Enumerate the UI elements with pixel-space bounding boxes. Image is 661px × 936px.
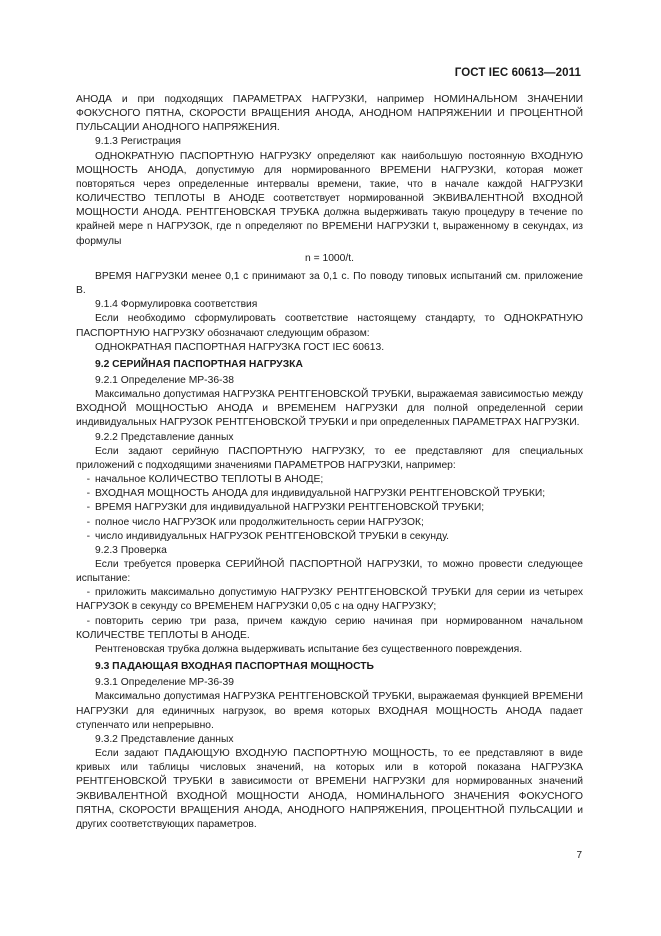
list-dash: - [86, 502, 90, 514]
list-dash: - [86, 615, 90, 627]
page-header-standard-id: ГОСТ IEC 60613—2011 [454, 67, 581, 79]
list-item [76, 530, 583, 544]
list-item [76, 516, 583, 530]
paragraph: Рентгеновская трубка должна выдерживать испытание без существенного повреждения. [95, 643, 523, 655]
paragraph: ОДНОКРАТНУЮ ПАСПОРТНУЮ НАГРУЗКУ определяют как наибольшую постоянную ВХОДНУЮ МОЩНОСТЬ АНОДА, допустимую для нормированного ВРЕМЕНИ НАГРУЗКИ, которая может повторяться через определенные интервалы времени, такие, что в начале каждой НАГРУЗКИ КОЛИЧЕСТВО ТЕПЛОТЫ В АНОДЕ соответствует нормированной ЭКВИВАЛЕНТНОЙ ВХОДНОЙ МОЩНОСТИ АНОДА. РЕНТГЕНОВСКАЯ ТРУБКА должна выдерживать такую процедуру в течение по крайней мере n НАГРУЗОК, где n определяют по ВРЕМЕНИ НАГРУЗКИ t, выраженному в секундах, из формулы [76, 150, 583, 247]
list-item-text: начальное КОЛИЧЕСТВО ТЕПЛОТЫ В АНОДЕ; [95, 474, 324, 486]
list-item-text: приложить максимально допустимую НАГРУЗКУ РЕНТГЕНОВСКОЙ ТРУБКИ для серии из четырех НАГРУЗОК в секунду со ВРЕМЕНЕМ НАГРУЗКИ 0,05 с на одну НАГРУЗКУ; [76, 587, 583, 613]
subsection-title: 9.3.1 Определение МР-36-39 [95, 677, 234, 689]
subsection-title: 9.3.2 Представление данных [95, 733, 234, 745]
list-item [76, 586, 583, 614]
page-number: 7 [576, 850, 582, 861]
paragraph: ВРЕМЯ НАГРУЗКИ менее 0,1 с принимают за 0,1 с. По поводу типовых испытаний см. приложение В. [76, 270, 583, 297]
paragraph: АНОДА и при подходящих ПАРАМЕТРАХ НАГРУЗКИ, например НОМИНАЛЬНОМ ЗНАЧЕНИИ ФОКУСНОГО ПЯТНА, СКОРОСТИ ВРАЩЕНИЯ АНОДА, АНОДНОМ НАПРЯЖЕНИИ И ПРОЦЕНТНОЙ ПУЛЬСАЦИИ АНОДНОГО НАПРЯЖЕНИЯ. [76, 94, 583, 134]
paragraph: Максимально допустимая НАГРУЗКА РЕНТГЕНОВСКОЙ ТРУБКИ, выражаемая функцией ВРЕМЕНИ НАГРУЗКИ для единичных нагрузок, во время которых ВХОДНАЯ МОЩНОСТЬ АНОДА падает ступенчато или непрерывно. [76, 691, 583, 731]
paragraph: ОДНОКРАТНАЯ ПАСПОРТНАЯ НАГРУЗКА ГОСТ IEC 60613. [95, 341, 385, 353]
list-dash: - [86, 474, 90, 486]
list-item-text: ВХОДНАЯ МОЩНОСТЬ АНОДА для индивидуальной НАГРУЗКИ РЕНТГЕНОВСКОЙ ТРУБКИ; [95, 488, 546, 500]
section-heading: 9.3 ПАДАЮЩАЯ ВХОДНАЯ ПАСПОРТНАЯ МОЩНОСТЬ [95, 661, 374, 673]
subsection-title: 9.1.3 Регистрация [95, 136, 181, 148]
subsection-title: 9.1.4 Формулировка соответствия [95, 299, 258, 311]
paragraph: Если требуется проверка СЕРИЙНОЙ ПАСПОРТНОЙ НАГРУЗКИ, то можно провести следующее испытание: [76, 559, 583, 585]
list-item [76, 473, 583, 487]
list-item-text: повторить серию три раза, причем каждую серию начиная при нормированном начальном КОЛИЧЕСТВЕ ТЕПЛОТЫ В АНОДЕ. [76, 615, 583, 641]
paragraph: Максимально допустимая НАГРУЗКА РЕНТГЕНОВСКОЙ ТРУБКИ, выражаемая зависимостью между ВХОДНОЙ МОЩНОСТЬЮ АНОДА и ВРЕМЕНЕМ НАГРУЗКИ для полной определенной серии индивидуальных НАГРУЗОК РЕНТГЕНОВСКОЙ ТРУБКИ и при определенных ПАРАМЕТРАХ НАГРУЗКИ. [76, 389, 583, 429]
list-dash: - [86, 530, 90, 542]
paragraph: Если задают серийную ПАСПОРТНУЮ НАГРУЗКУ, то ее представляют для специальных приложений с подходящими значениями ПАРАМЕТРОВ НАГРУЗКИ, например: [76, 445, 583, 471]
subsection-title: 9.2.2 Представление данных [95, 431, 234, 443]
paragraph: Если задают ПАДАЮЩУЮ ВХОДНУЮ ПАСПОРТНУЮ МОЩНОСТЬ, то ее представляют в виде кривых или таблицы числовых значений, на которых или в которой показана НАГРУЗКА РЕНТГЕНОВСКОЙ ТРУБКИ в зависимости от ВРЕМЕНИ НАГРУЗКИ для нормированных значений ЭКВИВАЛЕНТНОЙ ВХОДНОЙ МОЩНОСТИ АНОДА, НОМИНАЛЬНОГО ЗНАЧЕНИЯ ФОКУСНОГО ПЯТНА, СКОРОСТИ ВРАЩЕНИЯ АНОДА, АНОДНОГО НАПРЯЖЕНИЯ, ПРОЦЕНТНОЙ ПУЛЬСАЦИИ и других соответствующих параметров. [76, 748, 583, 830]
list-item-text: полное число НАГРУЗОК или продолжительность серии НАГРУЗОК; [95, 516, 424, 528]
list-item-text: число индивидуальных НАГРУЗОК РЕНТГЕНОВСКОЙ ТРУБКИ в секунду. [95, 530, 450, 542]
list-dash: - [86, 488, 90, 500]
document-body [76, 93, 583, 832]
formula: n = 1000/t. [305, 252, 354, 264]
list-item [76, 487, 583, 501]
list-item [76, 615, 583, 643]
list-dash: - [86, 516, 90, 528]
section-heading: 9.2 СЕРИЙНАЯ ПАСПОРТНАЯ НАГРУЗКА [95, 358, 303, 370]
list-item [76, 501, 583, 515]
subsection-title: 9.2.3 Проверка [95, 544, 167, 556]
list [76, 586, 583, 643]
list-item-text: ВРЕМЯ НАГРУЗКИ для индивидуальной НАГРУЗКИ РЕНТГЕНОВСКОЙ ТРУБКИ; [95, 502, 485, 514]
subsection-title: 9.2.1 Определение МР-36-38 [95, 374, 234, 386]
paragraph: Если необходимо сформулировать соответствие настоящему стандарту, то ОДНОКРАТНУЮ ПАСПОРТНУЮ НАГРУЗКУ обозначают следующим образом: [76, 313, 583, 339]
list [76, 473, 583, 544]
list-dash: - [86, 587, 90, 599]
